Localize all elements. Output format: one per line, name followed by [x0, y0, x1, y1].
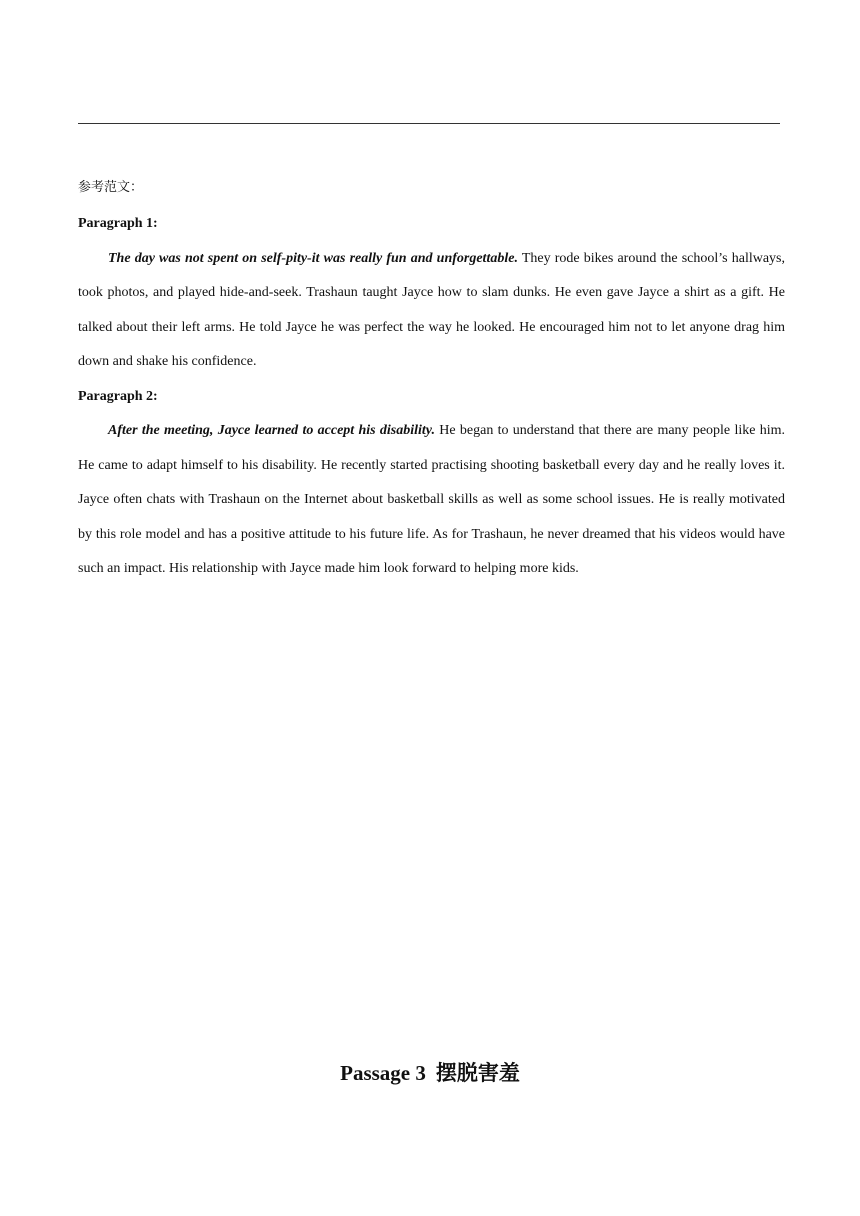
passage-title-cn: 摆脱害羞 [435, 1061, 520, 1085]
reference-label: 参考范文： [78, 180, 144, 195]
reference-essay [78, 173, 785, 587]
paragraph-2-body [78, 414, 785, 587]
paragraph-1-lead-sentence: The day was not spent on self-pity-it was really fun and unforgettable. [108, 250, 518, 266]
passage-title-en: Passage 3 [340, 1061, 426, 1085]
answer-line [78, 123, 780, 124]
paragraph-2-lead-sentence: After the meeting, Jayce learned to accept his disability. [108, 423, 435, 438]
passage-title [0, 1058, 860, 1088]
paragraph-1-heading: Paragraph 1: [78, 216, 158, 231]
paragraph-2-text: He began to understand that there are many people like him. He came to adapt himself to his disability. He recently started practising shooting basketball every day and he really loves it. Jayce often chats with Trashaun on the Internet about basketball skills as well as some school issues. He is really motivated by this role model and has a positive attitude to his future life. As for Trashaun, he never dreamed that his videos would have such an impact. His relationship with Jayce made him look forward to helping more kids. [78, 423, 786, 576]
paragraph-1-body [78, 242, 785, 380]
paragraph-1-text: They rode bikes around the school’s hallways, took photos, and played hide-and-seek. Trashaun taught Jayce how to slam dunks. He even gave Jayce a shirt as a gift. He talked about their left arms. He told Jayce he was perfect the way he looked. He encouraged him not to let anyone drag him down and shake his confidence. [78, 250, 786, 369]
paragraph-2-heading: Paragraph 2: [78, 388, 158, 404]
